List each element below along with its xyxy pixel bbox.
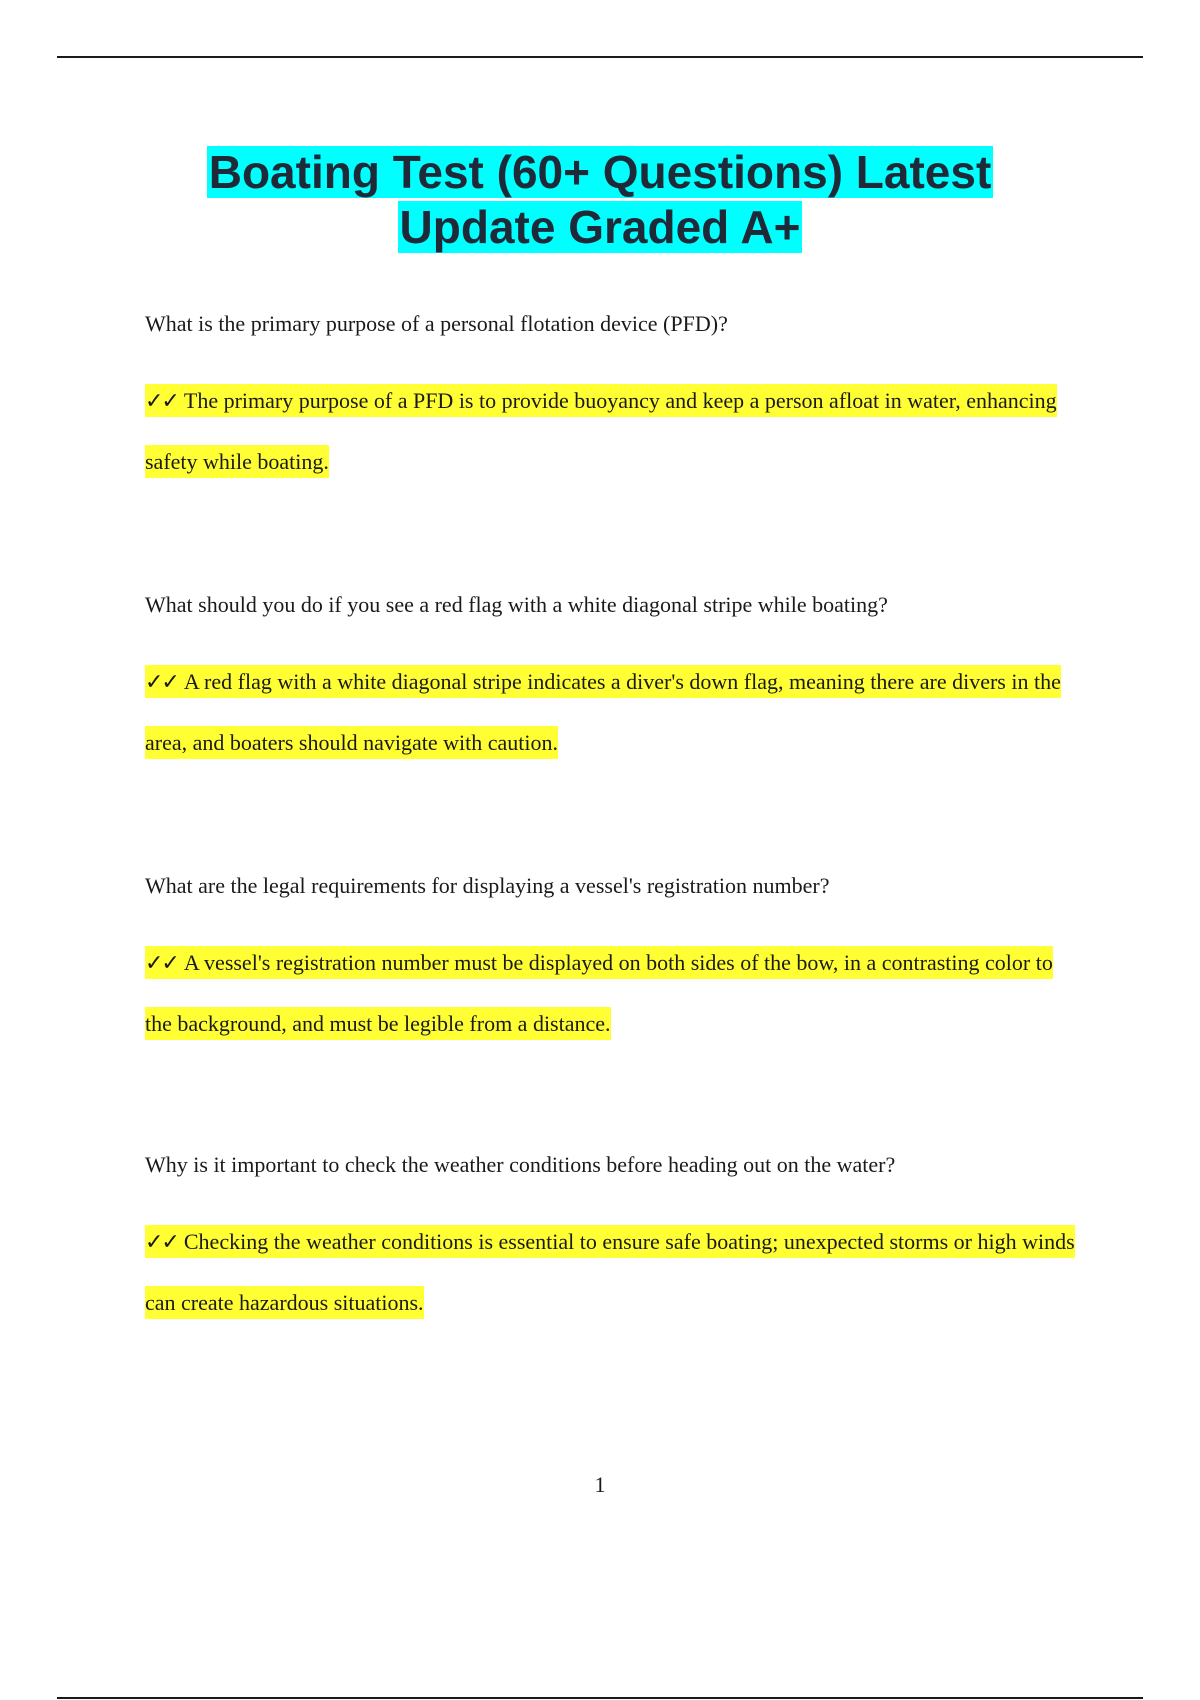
qa-block	[145, 873, 1075, 1054]
answer-body: The primary purpose of a PFD is to provide buoyancy and keep a person afloat in water, enhancing safety while boating.	[145, 388, 1057, 474]
page-number: 1	[594, 1472, 606, 1497]
question-text: Why is it important to check the weather conditions before heading out on the water?	[145, 1152, 896, 1177]
qa-block	[145, 311, 1075, 492]
top-rule	[57, 56, 1143, 58]
answer-text	[145, 371, 1075, 492]
title-line-1: Boating Test (60+ Questions) Latest	[208, 146, 992, 198]
answer-text	[145, 933, 1075, 1054]
answer-text	[145, 1212, 1075, 1333]
answer-body: Checking the weather conditions is essential to ensure safe boating; unexpected storms or high winds can create hazardous situations.	[145, 1229, 1075, 1315]
question-text: What should you do if you see a red flag with a white diagonal stripe while boating?	[145, 592, 888, 617]
question-text: What are the legal requirements for displaying a vessel's registration number?	[145, 873, 830, 898]
answer-text	[145, 652, 1075, 773]
qa-block	[145, 1152, 1075, 1333]
page-title	[0, 145, 1200, 255]
qa-block	[145, 592, 1075, 773]
bottom-rule	[57, 1697, 1143, 1699]
question-text: What is the primary purpose of a personal flotation device (PFD)?	[145, 311, 728, 336]
double-check-icon: ✓✓	[145, 389, 178, 414]
double-check-icon: ✓✓	[145, 670, 178, 695]
answer-body: A vessel's registration number must be displayed on both sides of the bow, in a contrasting color to the background, and must be legible from a distance.	[145, 950, 1053, 1036]
double-check-icon: ✓✓	[145, 1230, 178, 1255]
double-check-icon: ✓✓	[145, 951, 178, 976]
title-line-2: Update Graded A+	[399, 201, 801, 253]
answer-body: A red flag with a white diagonal stripe indicates a diver's down flag, meaning there are divers in the area, and boaters should navigate with caution.	[145, 669, 1061, 755]
